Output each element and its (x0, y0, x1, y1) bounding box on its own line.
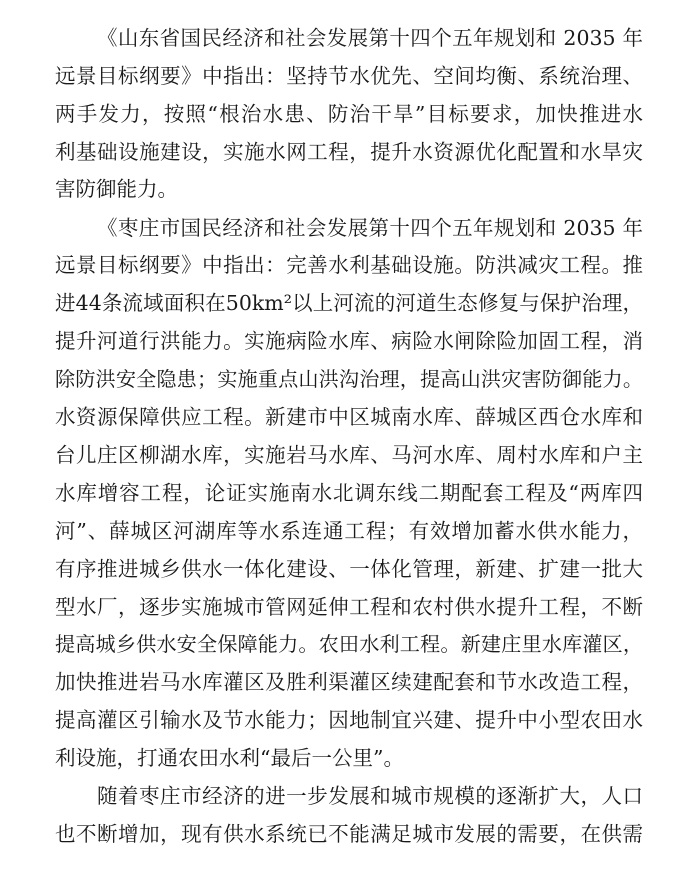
para2-line10: 有序推进城乡供水一体化建设、一体化管理，新建、扩建一批大 (55, 557, 643, 581)
para2-line12: 提高城乡供水安全保障能力。农田水利工程。新建庄里水库灌区， (55, 632, 643, 656)
para2-line6: 水资源保障供应工程。新建市中区城南水库、薛城区西仓水库和 (55, 405, 643, 429)
para2-line9: 河”、薛城区河湖库等水系连通工程；有效增加蓄水供水能力， (55, 519, 643, 543)
para2-line2: 远景目标纲要》中指出：完善水利基础设施。防洪减灾工程。推 (55, 253, 643, 277)
para2-line3: 进44条流域面积在50km²以上河流的河道生态修复与保护治理， (55, 291, 643, 315)
para1-line1: 《山东省国民经济和社会发展第十四个五年规划和 2035 年 (97, 26, 643, 50)
para3-line1: 随着枣庄市经济的进一步发展和城市规模的逐渐扩大，人口 (97, 784, 643, 808)
para2-line4: 提升河道行洪能力。实施病险水库、病险水闸除险加固工程，消 (55, 329, 643, 353)
para1-line5: 害防御能力。 (55, 177, 178, 201)
para2-line14: 提高灌区引输水及节水能力；因地制宜兴建、提升中小型农田水 (55, 708, 643, 732)
para2-line5: 除防洪安全隐患；实施重点山洪沟治理，提高山洪灾害防御能力。 (55, 367, 643, 391)
para2-line7: 台儿庄区柳湖水库，实施岩马水库、马河水库、周村水库和户主 (55, 443, 643, 467)
para2-line15: 利设施，打通农田水利“最后一公里”。 (55, 746, 404, 770)
para2-line8: 水库增容工程，论证实施南水北调东线二期配套工程及“两库四 (55, 481, 643, 505)
para1-line4: 利基础设施建设，实施水网工程，提升水资源优化配置和水旱灾 (55, 140, 643, 164)
para1-line3: 两手发力，按照“根治水患、防治干旱”目标要求，加快推进水 (55, 102, 643, 126)
para2-line1: 《枣庄市国民经济和社会发展第十四个五年规划和 2035 年 (97, 216, 643, 240)
para1-line2: 远景目标纲要》中指出：坚持节水优先、空间均衡、系统治理、 (55, 64, 643, 88)
para2-line11: 型水厂，逐步实施城市管网延伸工程和农村供水提升工程，不断 (55, 595, 643, 619)
para2-line13: 加快推进岩马水库灌区及胜利渠灌区续建配套和节水改造工程， (55, 670, 643, 694)
para3-line2: 也不断增加，现有供水系统已不能满足城市发展的需要，在供需 (55, 822, 643, 846)
